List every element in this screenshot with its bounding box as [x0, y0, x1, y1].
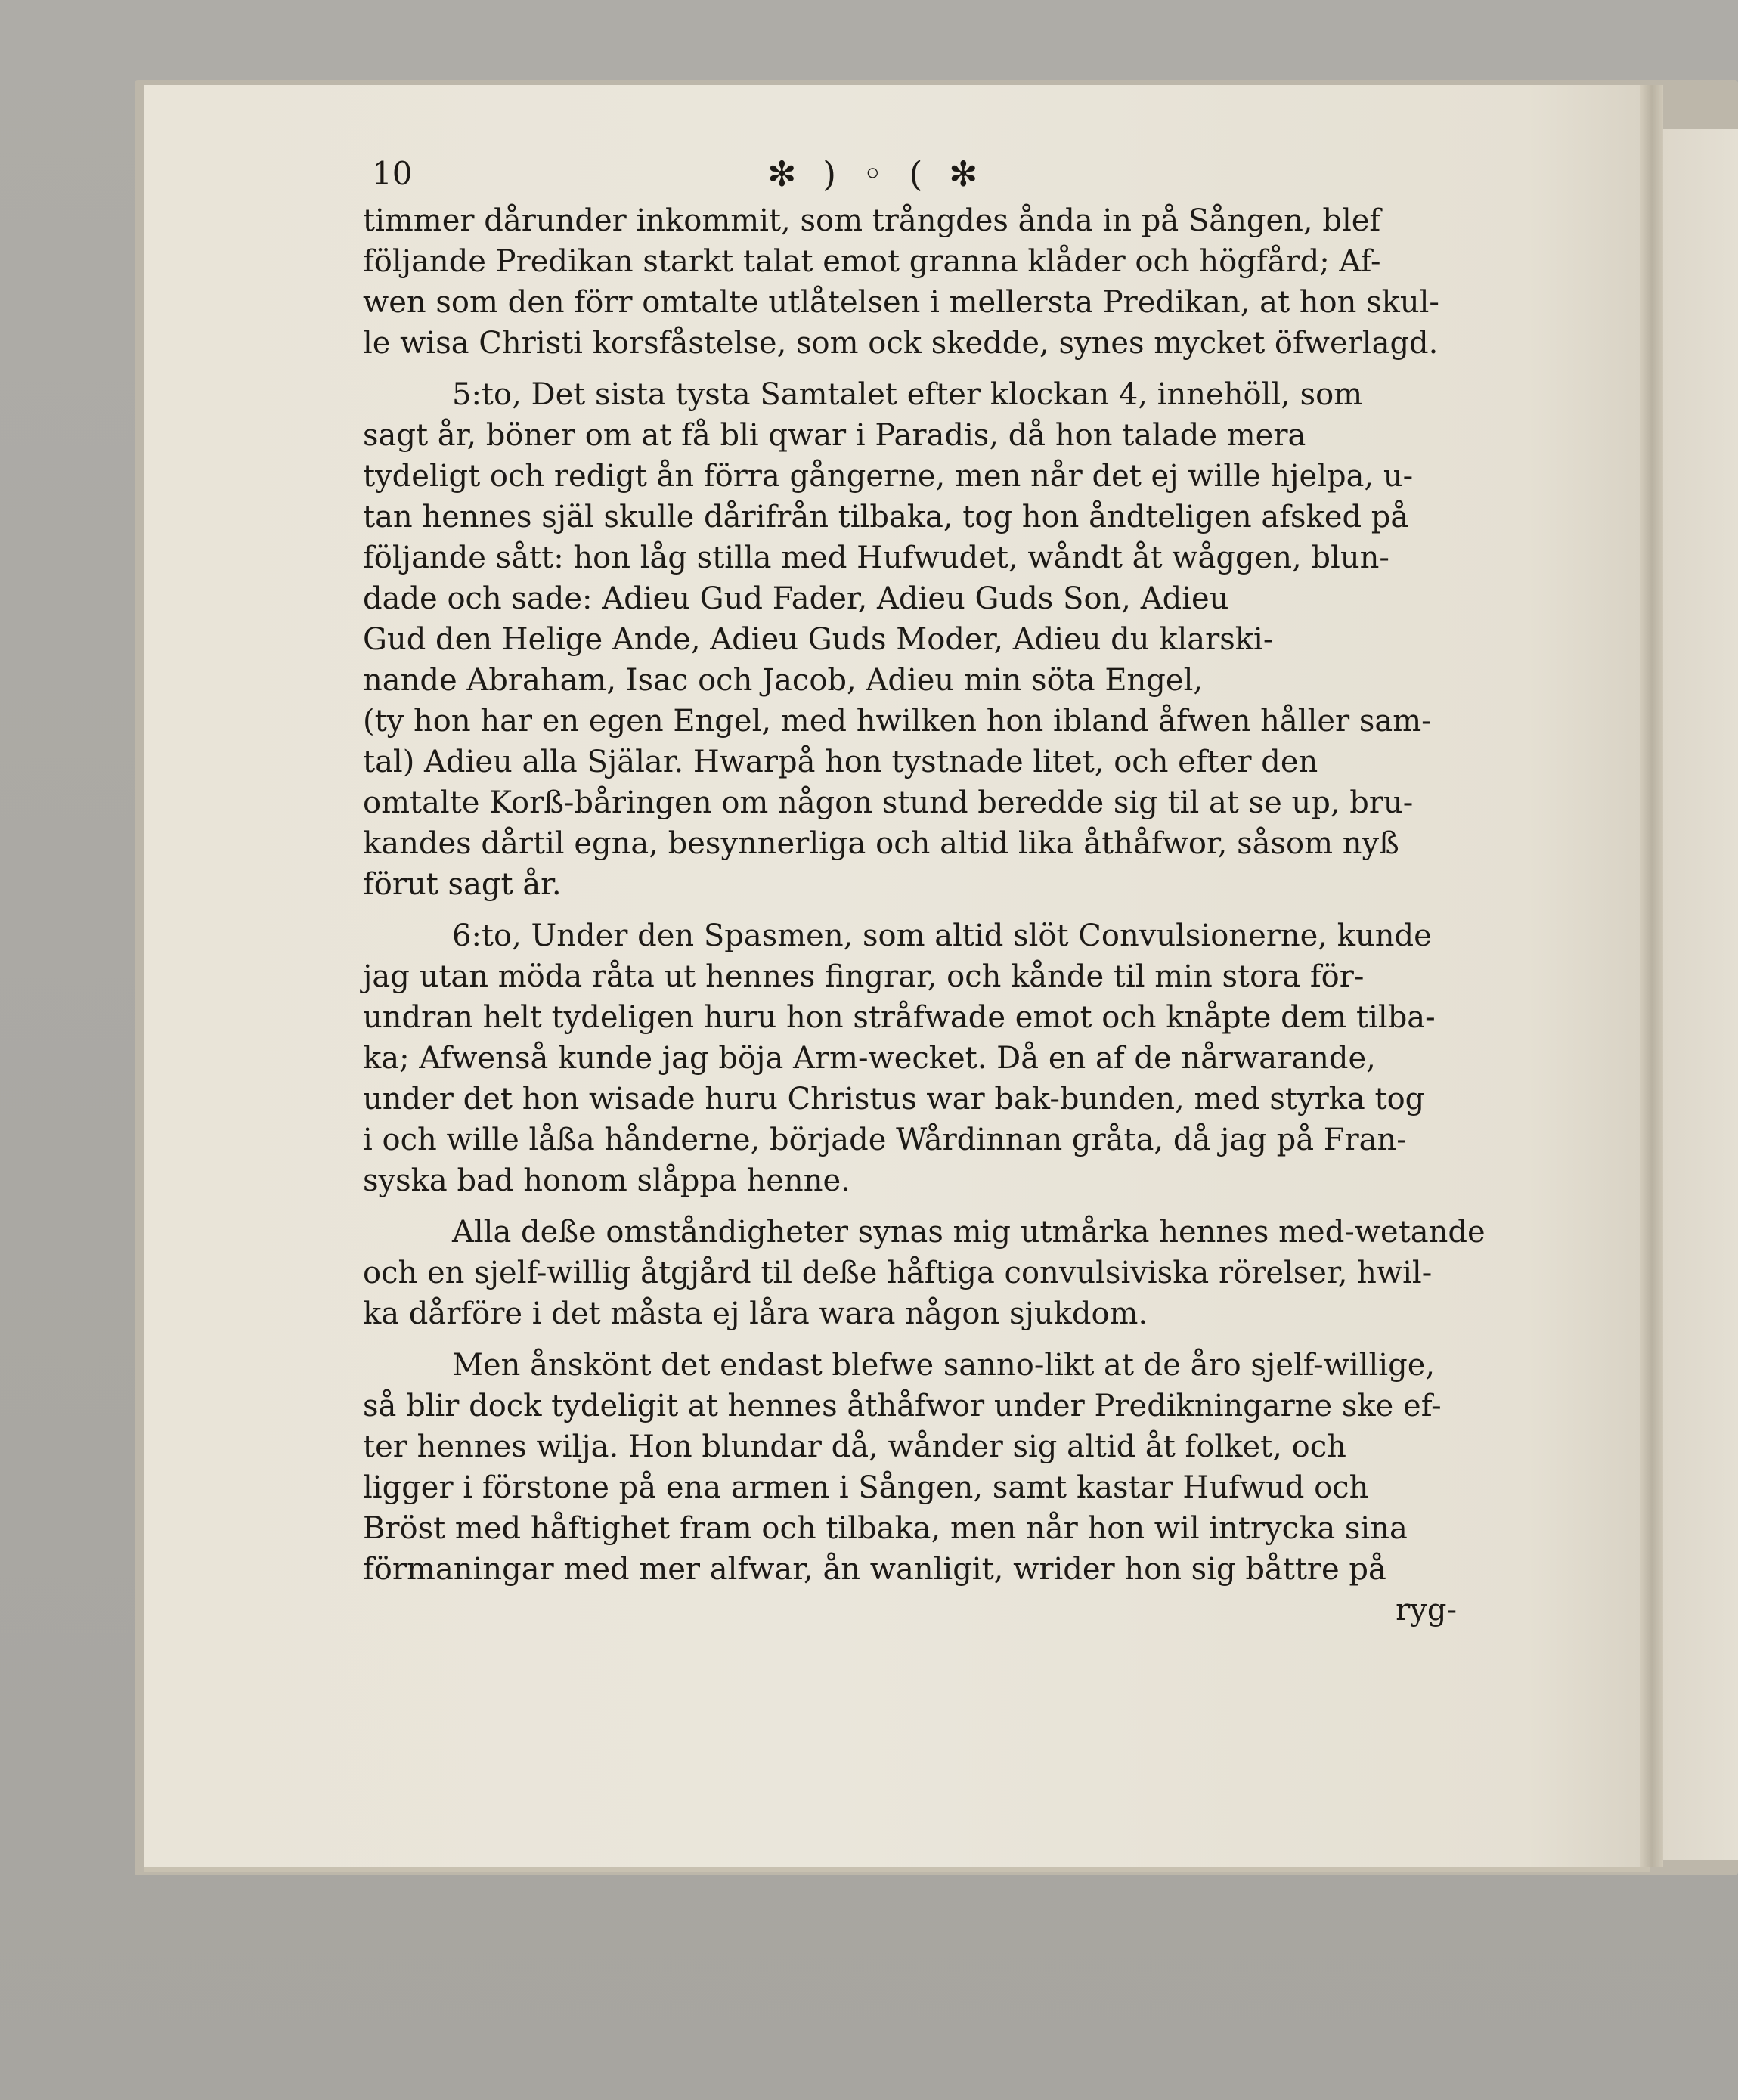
text-line: 5:to, Det sista tysta Samtalet efter klockan 4, innehöll, som	[452, 377, 1363, 412]
text-line: timmer dårunder inkommit, som trångdes ånda in på Sången, blef	[363, 203, 1381, 238]
text-line: nande Abraham, Isac och Jacob, Adieu min söta Engel,	[363, 663, 1204, 698]
text-line: le wisa Christi korsfåstelse, som ock skedde, synes mycket öfwerlagd.	[363, 326, 1439, 361]
text-line: wen som den förr omtalte utlåtelsen i mellersta Predikan, at hon skul-	[363, 285, 1439, 320]
text-line: syska bad honom slåppa henne.	[363, 1163, 850, 1198]
text-line: ka dårföre i det måsta ej låra wara någon sjukdom.	[363, 1296, 1148, 1331]
text-line: förmaningar med mer alfwar, ån wanligit, wrider hon sig båttre på	[363, 1552, 1386, 1587]
text-line: i och wille låßa hånderne, började Wårdinnan gråta, då jag på Fran-	[363, 1123, 1407, 1157]
paragraph-2	[363, 374, 1463, 905]
text-line: jag utan möda råta ut hennes fingrar, och kånde til min stora för-	[363, 959, 1365, 994]
text-line: ter hennes wilja. Hon blundar då, wånder sig altid åt folket, och	[363, 1429, 1346, 1464]
paragraph-4	[363, 1212, 1486, 1334]
text-line: sagt år, böner om at få bli qwar i Paradis, då hon talade mera	[363, 418, 1306, 453]
text-line: Alla deße omståndigheter synas mig utmårka hennes med-wetande	[452, 1215, 1486, 1250]
text-line: dade och sade: Adieu Gud Fader, Adieu Guds Son, Adieu	[363, 581, 1229, 616]
text-line: Men ånskönt det endast blefwe sanno-likt at de åro sjelf-willige,	[452, 1348, 1436, 1383]
text-line: ka; Afwenså kunde jag böja Arm-wecket. Då en af de nårwarande,	[363, 1041, 1376, 1076]
text-line: (ty hon har en egen Engel, med hwilken hon ibland åfwen håller sam-	[363, 704, 1432, 739]
text-line: förut sagt år.	[363, 867, 562, 902]
text-line: under det hon wisade huru Christus war bak-bunden, med styrka tog	[363, 1082, 1425, 1117]
running-header	[363, 155, 1463, 200]
header-ornament: ✻ ) ◦ ( ✻	[767, 153, 986, 194]
text-line: följande sått: hon låg stilla med Hufwudet, wåndt åt wåggen, blun-	[363, 540, 1389, 575]
text-line: undran helt tydeligen huru hon stråfwade emot och knåpte dem tilba-	[363, 1000, 1436, 1035]
paragraph-5	[363, 1345, 1463, 1590]
page-number: 10	[372, 155, 413, 192]
text-line: Gud den Helige Ande, Adieu Guds Moder, Adieu du klarski-	[363, 622, 1274, 657]
catchword: ryg-	[1396, 1593, 1457, 1628]
text-line: tan hennes själ skulle dårifrån tilbaka, tog hon åndteligen afsked på	[363, 500, 1409, 534]
text-line: och en sjelf-willig åtgjård til deße håftiga convulsiviska rörelser, hwil-	[363, 1256, 1433, 1290]
text-line: tydeligt och redigt ån förra gångerne, men når det ej wille hjelpa, u-	[363, 459, 1414, 494]
text-line: Bröst med håftighet fram och tilbaka, men når hon wil intrycka sina	[363, 1511, 1408, 1546]
text-line: så blir dock tydeligit at hennes åthåfwor under Predikningarne ske ef-	[363, 1389, 1442, 1423]
book-gutter	[1640, 85, 1663, 1867]
text-line: 6:to, Under den Spasmen, som altid slöt Convulsionerne, kunde	[452, 918, 1432, 953]
text-line: ligger i förstone på ena armen i Sången, samt kastar Hufwud och	[363, 1470, 1369, 1505]
page-content	[363, 153, 1486, 1631]
facing-page-edge	[1663, 129, 1738, 1860]
text-line: följande Predikan starkt talat emot granna klåder och högfård; Af-	[363, 244, 1381, 279]
text-line: tal) Adieu alla Själar. Hwarpå hon tystnade litet, och efter den	[363, 745, 1318, 779]
paragraph-1	[363, 200, 1463, 364]
text-line: kandes dårtil egna, besynnerliga och altid lika åthåfwor, såsom nyß	[363, 826, 1399, 861]
text-line: omtalte Korß-båringen om någon stund beredde sig til at se up, bru-	[363, 785, 1414, 820]
paragraph-3	[363, 915, 1463, 1201]
